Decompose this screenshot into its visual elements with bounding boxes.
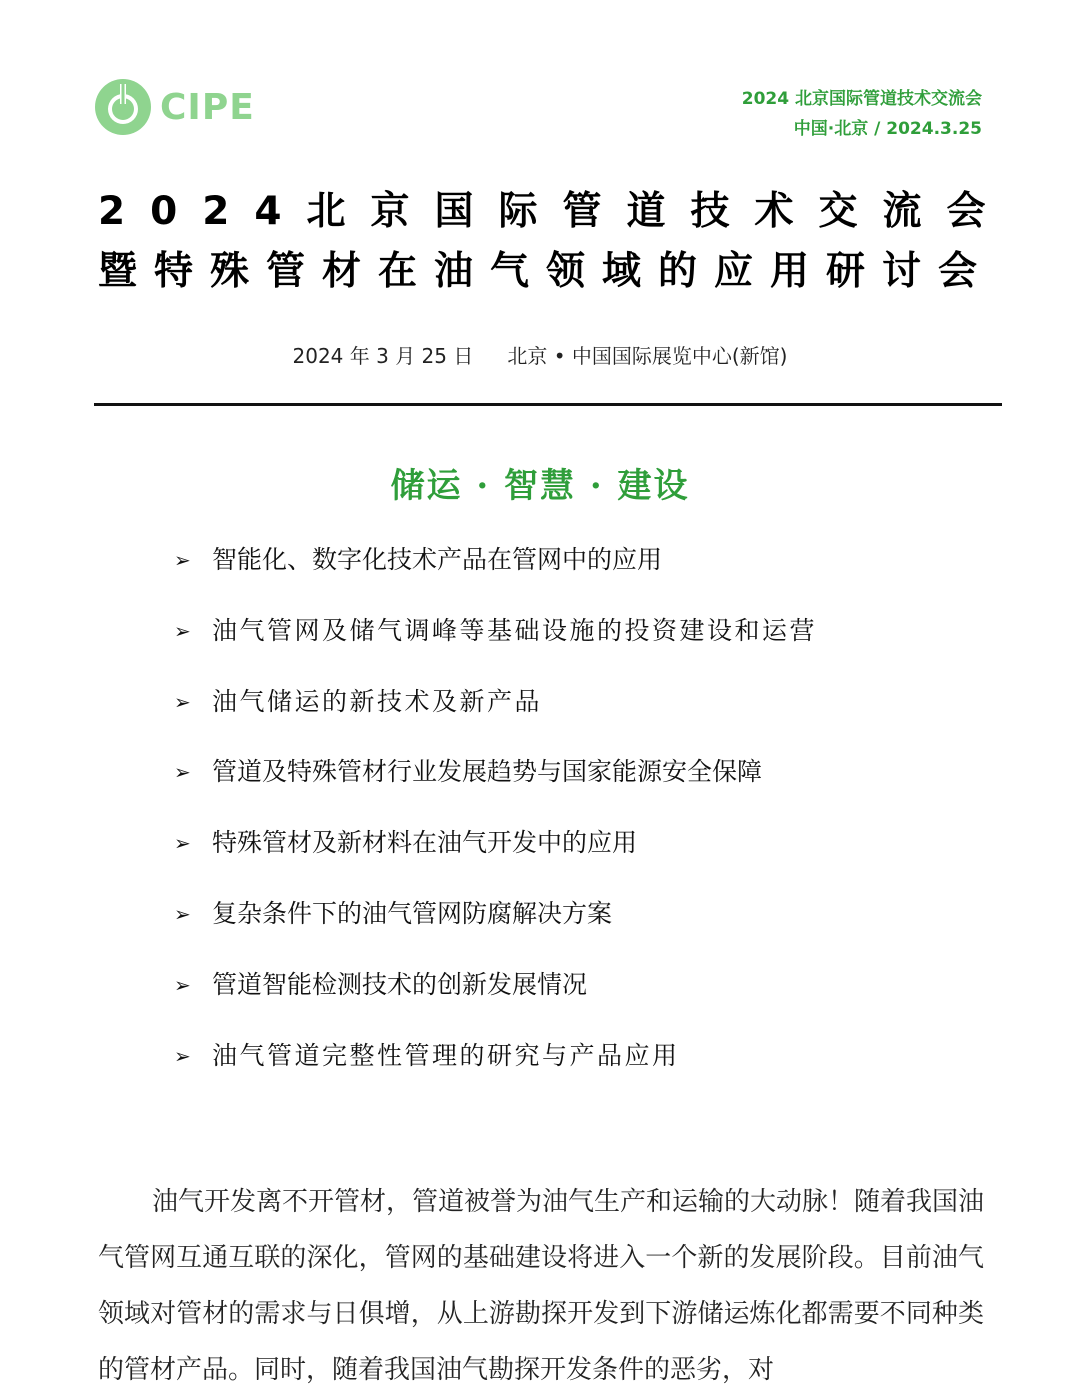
topic-text: 特殊管材及新材料在油气开发中的应用: [212, 828, 638, 858]
event-place-date: 中国·北京 / 2024.3.25: [793, 119, 982, 139]
arrow-bullet-icon: ➢: [174, 689, 191, 714]
topic-text: 复杂条件下的油气管网防腐解决方案: [212, 898, 613, 928]
arrow-bullet-icon: ➢: [174, 972, 191, 997]
page-title-line1: 2024北京国际管道技术交流会: [98, 189, 1011, 234]
event-venue: 北京 • 中国国际展览中心(新馆): [507, 344, 788, 368]
arrow-bullet-icon: ➢: [174, 548, 191, 572]
list-item: [174, 609, 817, 680]
theme-heading: 储运 · 智慧 · 建设: [390, 466, 690, 506]
topic-text: 油气储运的新技术及新产品: [212, 686, 543, 716]
arrow-bullet-icon: ➢: [174, 760, 191, 785]
event-date: 2024 年 3 月 25 日: [292, 344, 474, 368]
topic-text: 管道智能检测技术的创新发展情况: [212, 969, 588, 999]
list-item: [174, 680, 817, 751]
logo-wordmark: CIPE: [160, 86, 255, 128]
topic-text: 油气管道完整性管理的研究与产品应用: [212, 1040, 680, 1070]
arrow-bullet-icon: ➢: [174, 618, 191, 643]
cipe-logo-icon: [94, 78, 152, 136]
event-name: 2024 北京国际管道技术交流会: [741, 89, 982, 109]
topic-list: [174, 538, 817, 1104]
arrow-bullet-icon: ➢: [174, 831, 191, 856]
topic-text: 油气管网及储气调峰等基础设施的投资建设和运营: [212, 615, 818, 645]
body-paragraph: 油气开发离不开管材，管道被誉为油气生产和运输的大动脉！随着我国油气管网互通互联的深化，管网的基础建设将进入一个新的发展阶段。目前油气领域对管材的需求与日俱增，从上游勘探开发到下游储运炼化都需要不同种类的管材产品。同时，随着我国油气勘探开发条件的恶劣，对: [98, 1187, 985, 1385]
list-item: [174, 750, 817, 821]
topic-text: 智能化、数字化技术产品在管网中的应用: [212, 545, 663, 574]
date-venue: [0, 340, 1080, 369]
list-item: [174, 821, 817, 892]
list-item: [174, 892, 817, 963]
list-item: [174, 963, 817, 1034]
cipe-logo: [94, 78, 255, 136]
arrow-bullet-icon: ➢: [174, 1043, 191, 1068]
event-info: [742, 84, 982, 144]
list-item: [174, 1034, 817, 1105]
topic-text: 管道及特殊管材行业发展趋势与国家能源安全保障: [212, 757, 763, 787]
divider: [94, 403, 1002, 406]
list-item: [174, 538, 817, 609]
page-title-line2: 暨特殊管材在油气领域的应用研讨会: [98, 249, 995, 294]
arrow-bullet-icon: ➢: [174, 901, 191, 926]
